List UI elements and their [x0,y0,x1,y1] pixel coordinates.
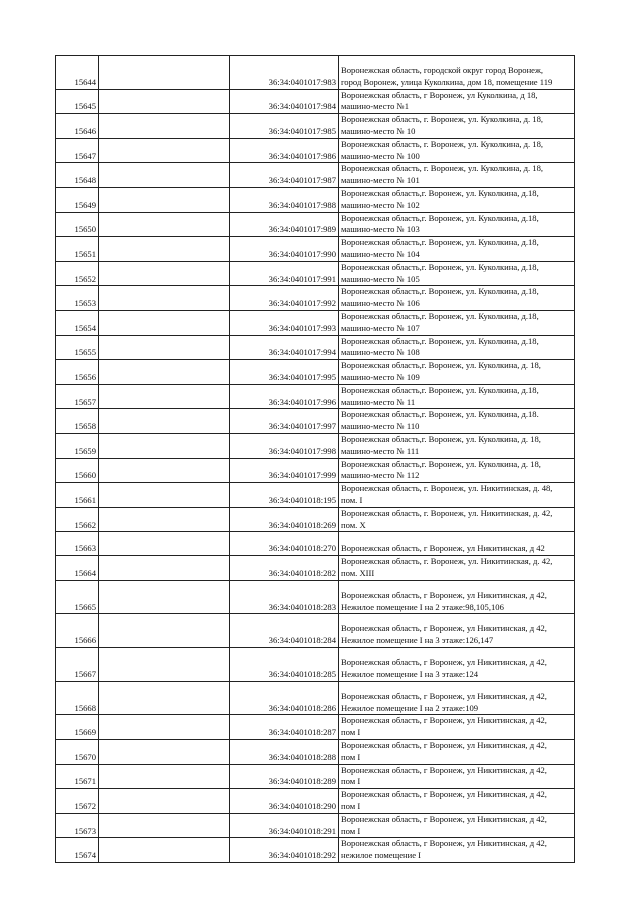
cadastral-number-cell: 36:34:0401018:292 [230,838,339,863]
cadastral-number-cell: 36:34:0401018:289 [230,764,339,789]
cadastral-number-cell: 36:34:0401017:997 [230,409,339,434]
cadastral-number-cell: 36:34:0401017:992 [230,286,339,311]
empty-cell [99,458,230,483]
cadastral-number-cell: 36:34:0401017:989 [230,212,339,237]
address-cell: Воронежская область, г. Воронеж, ул. Куколкина, д. 18, машино-место № 100 [339,138,575,163]
table-row [56,715,575,740]
cadastral-number-cell: 36:34:0401017:987 [230,163,339,188]
cadastral-number-cell: 36:34:0401018:285 [230,648,339,682]
cadastral-number-cell: 36:34:0401017:995 [230,360,339,385]
empty-cell [99,163,230,188]
empty-cell [99,715,230,740]
cadastral-number-cell: 36:34:0401017:996 [230,384,339,409]
empty-cell [99,681,230,715]
row-number-cell: 15658 [56,409,99,434]
empty-cell [99,409,230,434]
row-number-cell: 15660 [56,458,99,483]
table-row [56,311,575,336]
row-number-cell: 15656 [56,360,99,385]
address-cell: Воронежская область, г Воронеж, ул Никитинская, д 42, пом I [339,764,575,789]
row-number-cell: 15646 [56,114,99,139]
cadastral-number-cell: 36:34:0401017:984 [230,89,339,114]
address-cell: Воронежская область, г. Воронеж, ул. Куколкина, д. 18, машино-место № 101 [339,163,575,188]
table-row [56,789,575,814]
table-body [56,56,575,863]
cadastral-number-cell: 36:34:0401018:288 [230,740,339,765]
row-number-cell: 15663 [56,532,99,556]
empty-cell [99,56,230,90]
table-row [56,681,575,715]
empty-cell [99,789,230,814]
table-row [56,212,575,237]
address-cell: Воронежская область,г. Воронеж, ул. Куколкина, д.18. машино-место № 110 [339,409,575,434]
row-number-cell: 15652 [56,261,99,286]
row-number-cell: 15645 [56,89,99,114]
address-cell: Воронежская область,г. Воронеж, ул. Куколкина, д.18, машино-место № 107 [339,311,575,336]
address-cell: Воронежская область, г Воронеж, ул Никитинская, д 42, Нежилое помещение I на 3 этаже:126,147 [339,614,575,648]
address-cell: Воронежская область, городской округ город Воронеж, город Воронеж, улица Куколкина, дом 18, помещение 119 [339,56,575,90]
address-cell: Воронежская область, г. Воронеж, ул. Никитинская, д. 42, пом. XIII [339,556,575,581]
row-number-cell: 15669 [56,715,99,740]
table-row [56,556,575,581]
cadastral-number-cell: 36:34:0401017:991 [230,261,339,286]
empty-cell [99,434,230,459]
address-cell: Воронежская область,г. Воронеж, ул. Куколкина, д. 18, машино-место № 112 [339,458,575,483]
row-number-cell: 15667 [56,648,99,682]
row-number-cell: 15665 [56,580,99,614]
cadastral-number-cell: 36:34:0401018:270 [230,532,339,556]
empty-cell [99,556,230,581]
empty-cell [99,212,230,237]
table-row [56,813,575,838]
cadastral-number-cell: 36:34:0401017:988 [230,188,339,213]
row-number-cell: 15644 [56,56,99,90]
row-number-cell: 15649 [56,188,99,213]
cadastral-number-cell: 36:34:0401017:994 [230,335,339,360]
cadastral-number-cell: 36:34:0401018:287 [230,715,339,740]
address-cell: Воронежская область,г. Воронеж, ул. Куколкина, д.18, машино-место № 105 [339,261,575,286]
row-number-cell: 15655 [56,335,99,360]
empty-cell [99,114,230,139]
row-number-cell: 15657 [56,384,99,409]
table-row [56,532,575,556]
property-register-table [55,55,575,863]
address-cell: Воронежская область,г. Воронеж, ул. Куколкина, д.18, машино-место № 104 [339,237,575,262]
table-row [56,360,575,385]
table-row [56,764,575,789]
cadastral-number-cell: 36:34:0401018:283 [230,580,339,614]
cadastral-number-cell: 36:34:0401017:985 [230,114,339,139]
table-row [56,237,575,262]
address-cell: Воронежская область, г. Воронеж, ул. Никитинская, д. 42, пом. X [339,507,575,532]
cadastral-number-cell: 36:34:0401017:986 [230,138,339,163]
address-cell: Воронежская область, г Воронеж, ул Никитинская, д 42, Нежилое помещение I на 2 этаже:98,105,106 [339,580,575,614]
row-number-cell: 15651 [56,237,99,262]
row-number-cell: 15671 [56,764,99,789]
address-cell: Воронежская область, г. Воронеж, ул. Никитинская, д. 48, пом. I [339,483,575,508]
address-cell: Воронежская область,г. Воронеж, ул. Куколкина, д. 18, машино-место № 109 [339,360,575,385]
address-cell: Воронежская область,г. Воронеж, ул. Куколкина, д. 18, машино-место № 111 [339,434,575,459]
table-row [56,409,575,434]
row-number-cell: 15650 [56,212,99,237]
table-row [56,838,575,863]
address-cell: Воронежская область, г Воронеж, ул Никитинская, д 42 [339,532,575,556]
table-row [56,483,575,508]
table-row [56,286,575,311]
row-number-cell: 15653 [56,286,99,311]
table-row [56,261,575,286]
empty-cell [99,384,230,409]
address-cell: Воронежская область, г Воронеж, ул Никитинская, д 42, пом I [339,740,575,765]
cadastral-number-cell: 36:34:0401017:993 [230,311,339,336]
row-number-cell: 15664 [56,556,99,581]
cadastral-number-cell: 36:34:0401018:269 [230,507,339,532]
empty-cell [99,648,230,682]
empty-cell [99,532,230,556]
row-number-cell: 15674 [56,838,99,863]
row-number-cell: 15670 [56,740,99,765]
empty-cell [99,360,230,385]
address-cell: Воронежская область, г Воронеж, ул Никитинская, д 42, пом I [339,789,575,814]
cadastral-number-cell: 36:34:0401018:291 [230,813,339,838]
address-cell: Воронежская область,г. Воронеж, ул. Куколкина, д.18, машино-место № 103 [339,212,575,237]
cadastral-number-cell: 36:34:0401018:284 [230,614,339,648]
cadastral-number-cell: 36:34:0401018:282 [230,556,339,581]
table-row [56,114,575,139]
empty-cell [99,580,230,614]
table-row [56,335,575,360]
cadastral-number-cell: 36:34:0401018:290 [230,789,339,814]
cadastral-number-cell: 36:34:0401017:999 [230,458,339,483]
row-number-cell: 15659 [56,434,99,459]
address-cell: Воронежская область,г. Воронеж, ул. Куколкина, д.18, машино-место № 106 [339,286,575,311]
row-number-cell: 15648 [56,163,99,188]
empty-cell [99,740,230,765]
address-cell: Воронежская область, г Воронеж, ул Куколкина, д 18, машино-место №1 [339,89,575,114]
table-row [56,580,575,614]
table-row [56,163,575,188]
row-number-cell: 15672 [56,789,99,814]
table-row [56,384,575,409]
table-row [56,458,575,483]
empty-cell [99,483,230,508]
empty-cell [99,838,230,863]
row-number-cell: 15647 [56,138,99,163]
empty-cell [99,764,230,789]
cadastral-number-cell: 36:34:0401018:195 [230,483,339,508]
row-number-cell: 15654 [56,311,99,336]
empty-cell [99,138,230,163]
cadastral-number-cell: 36:34:0401017:983 [230,56,339,90]
row-number-cell: 15666 [56,614,99,648]
empty-cell [99,614,230,648]
cadastral-number-cell: 36:34:0401018:286 [230,681,339,715]
cadastral-number-cell: 36:34:0401017:990 [230,237,339,262]
cadastral-number-cell: 36:34:0401017:998 [230,434,339,459]
address-cell: Воронежская область,г. Воронеж, ул. Куколкина, д.18, машино-место № 102 [339,188,575,213]
empty-cell [99,89,230,114]
empty-cell [99,261,230,286]
row-number-cell: 15668 [56,681,99,715]
empty-cell [99,188,230,213]
address-cell: Воронежская область, г. Воронеж, ул. Куколкина, д. 18, машино-место № 10 [339,114,575,139]
table-row [56,614,575,648]
empty-cell [99,813,230,838]
address-cell: Воронежская область,г. Воронеж, ул. Куколкина, д.18, машино-место № 108 [339,335,575,360]
address-cell: Воронежская область, г Воронеж, ул Никитинская, д 42, пом I [339,813,575,838]
empty-cell [99,237,230,262]
table-row [56,507,575,532]
table-row [56,740,575,765]
row-number-cell: 15673 [56,813,99,838]
address-cell: Воронежская область, г Воронеж, ул Никитинская, д 42, нежилое помещение I [339,838,575,863]
empty-cell [99,286,230,311]
address-cell: Воронежская область,г. Воронеж, ул. Куколкина, д.18, машино-место № 11 [339,384,575,409]
address-cell: Воронежская область, г Воронеж, ул Никитинская, д 42, Нежилое помещение I на 3 этаже:124 [339,648,575,682]
empty-cell [99,335,230,360]
empty-cell [99,507,230,532]
table-row [56,434,575,459]
empty-cell [99,311,230,336]
row-number-cell: 15661 [56,483,99,508]
address-cell: Воронежская область, г Воронеж, ул Никитинская, д 42, пом I [339,715,575,740]
table-row [56,89,575,114]
address-cell: Воронежская область, г Воронеж, ул Никитинская, д 42, Нежилое помещение I на 2 этаже:109 [339,681,575,715]
table-row [56,138,575,163]
table-row [56,56,575,90]
table-row [56,188,575,213]
row-number-cell: 15662 [56,507,99,532]
table-row [56,648,575,682]
